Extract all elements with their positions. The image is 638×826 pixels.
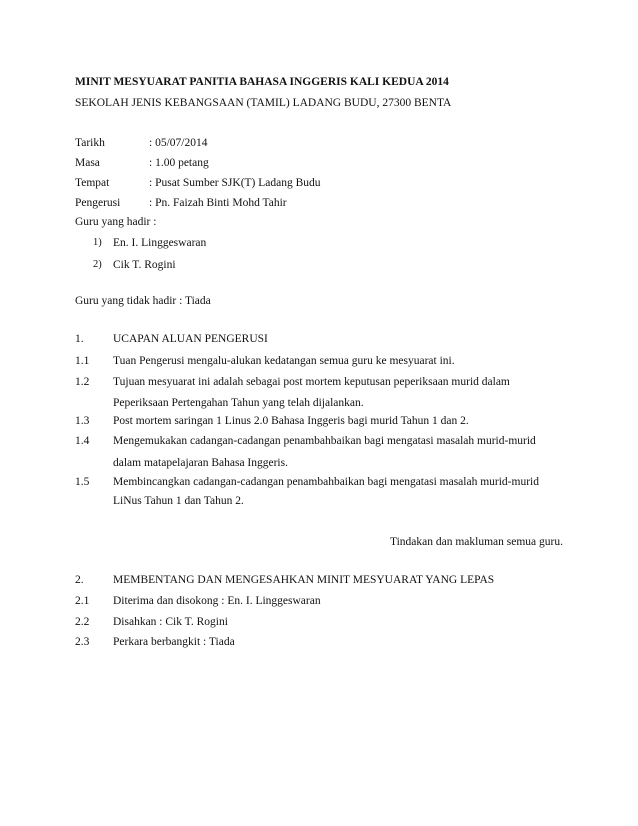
item-number: 2.1 — [75, 595, 90, 607]
item-text: Mengemukakan cadangan-cadangan penambahbaikan bagi mengatasi masalah murid-murid — [113, 435, 536, 447]
item-text: Diterima dan disokong : En. I. Linggeswaran — [113, 595, 321, 607]
item-number: 1.1 — [75, 355, 90, 367]
item-text: Perkara berbangkit : Tiada — [113, 636, 235, 648]
item-text-continued: dalam matapelajaran Bahasa Inggeris. — [113, 457, 288, 469]
detail-label: Masa — [75, 157, 100, 169]
detail-value: : 1.00 petang — [149, 157, 209, 169]
detail-label: Pengerusi — [75, 197, 121, 209]
item-number: 1.3 — [75, 415, 90, 427]
action-note: Tindakan dan makluman semua guru. — [389, 536, 563, 548]
item-text-continued: LiNus Tahun 1 dan Tahun 2. — [113, 495, 244, 507]
document-title: MINIT MESYUARAT PANITIA BAHASA INGGERIS KALI KEDUA 2014 — [75, 76, 449, 88]
item-text: Tuan Pengerusi mengalu-alukan kedatangan semua guru ke mesyuarat ini. — [113, 355, 455, 367]
present-number: 1) — [93, 237, 102, 248]
absent-line: Guru yang tidak hadir : Tiada — [75, 295, 211, 307]
item-text: Membincangkan cadangan-cadangan penambahbaikan bagi mengatasi masalah murid-murid — [113, 476, 539, 488]
item-number: 2.2 — [75, 616, 90, 628]
item-number: 1.4 — [75, 435, 90, 447]
item-text-continued: Peperiksaan Pertengahan Tahun yang telah dijalankan. — [113, 397, 364, 409]
present-heading: Guru yang hadir : — [75, 216, 157, 228]
present-name: En. I. Linggeswaran — [113, 237, 207, 249]
item-text: Tujuan mesyuarat ini adalah sebagai post mortem keputusan peperiksaan murid dalam — [113, 376, 510, 388]
school-name: SEKOLAH JENIS KEBANGSAAN (TAMIL) LADANG BUDU, 27300 BENTA — [75, 97, 452, 109]
item-number: 1.5 — [75, 476, 90, 488]
present-number: 2) — [93, 259, 102, 270]
detail-value: : Pn. Faizah Binti Mohd Tahir — [149, 197, 287, 209]
item-text: Post mortem saringan 1 Linus 2.0 Bahasa Inggeris bagi murid Tahun 1 dan 2. — [113, 415, 469, 427]
detail-label: Tempat — [75, 177, 110, 189]
item-text: Disahkan : Cik T. Rogini — [113, 616, 228, 628]
section-number: 2. — [75, 574, 84, 586]
section-heading: MEMBENTANG DAN MENGESAHKAN MINIT MESYUARAT YANG LEPAS — [113, 574, 495, 586]
item-number: 2.3 — [75, 636, 90, 648]
detail-label: Tarikh — [75, 137, 105, 149]
section-heading: UCAPAN ALUAN PENGERUSI — [113, 333, 268, 345]
detail-value: : 05/07/2014 — [149, 137, 208, 149]
item-number: 1.2 — [75, 376, 90, 388]
section-number: 1. — [75, 333, 84, 345]
detail-value: : Pusat Sumber SJK(T) Ladang Budu — [149, 177, 321, 189]
present-name: Cik T. Rogini — [113, 259, 176, 271]
